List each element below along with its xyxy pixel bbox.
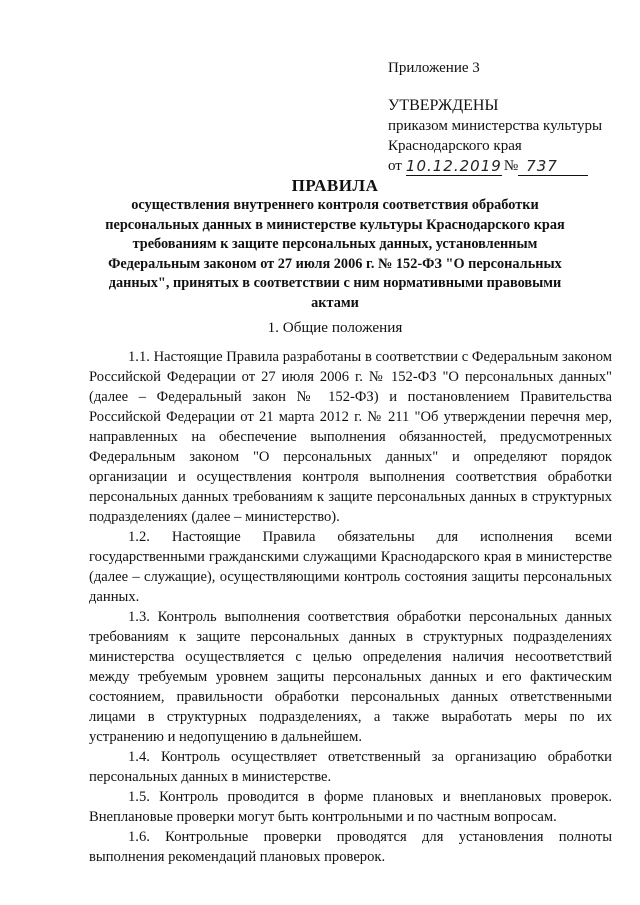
document-title-block [96, 176, 574, 313]
section-heading: 1. Общие положения [267, 319, 403, 336]
paragraph-1-2: 1.2. Настоящие Правила обязательны для исполнения всеми государственными гражданскими служащими Краснодарского края в министерстве (далее – служащие), осуществляющими контроль состояния защиты персональных данных. [89, 529, 612, 605]
order-line-2: Краснодарского края [388, 138, 522, 154]
document-body [89, 347, 612, 867]
handwritten-number: 737 [518, 157, 588, 176]
approved-label: УТВЕРЖДЕНЫ [388, 97, 499, 114]
approval-block [388, 58, 628, 176]
document-title: ПРАВИЛА [291, 176, 379, 195]
order-line-1: приказом министерства культуры [388, 118, 603, 134]
order-date-number-row [388, 156, 628, 176]
paragraph-1-5: 1.5. Контроль проводится в форме плановых и внеплановых проверок. Внеплановые проверки могут быть контрольными и по частным вопросам. [89, 789, 612, 825]
handwritten-date: 10.12.2019 [405, 157, 502, 175]
paragraph-1-3: 1.3. Контроль выполнения соответствия обработки персональных данных требованиям к защите персональных данных в структурных подразделениях министерства осуществляется с целью определения наличия несоответствий между требуемым уровнем защиты персональных данных и его фактическим состоянием, правильности обработки персональных данных ответственными лицами в структурных подразделениях, а также выработать меры по их устранению и недопущению в дальнейшем. [89, 609, 612, 745]
number-label: № [503, 158, 519, 174]
paragraph-1-6: 1.6. Контрольные проверки проводятся для установления полноты выполнения рекомендаций плановых проверок. [89, 829, 612, 865]
paragraph-1-1: 1.1. Настоящие Правила разработаны в соответствии с Федеральным законом Российской Федерации от 27 июля 2006 г. № 152-ФЗ "О персональных данных" (далее – Федеральный закон № 152-ФЗ) и постановлением Правительства Российской Федерации от 21 марта 2012 г. № 211 "Об утверждении перечня мер, направленных на обеспечение выполнения обязанностей, предусмотренных Федеральным законом "О персональных данных" и определяют порядок организации и осуществления контроля выполнения соответствия обработки персональных данных требованиям к защите персональных данных в структурных подразделениях (далее – министерство). [89, 349, 612, 525]
appendix-label: Приложение 3 [388, 60, 480, 76]
document-subtitle: осуществления внутреннего контроля соответствия обработки персональных данных в министерстве культуры Краснодарского края требованиям к защите персональных данных, установленным Федеральным законом от 27 июля 2006 г. № 152-ФЗ "О персональных данных", принятых в соответствии с ним нормативными правовыми актами [105, 197, 565, 311]
from-label: от [388, 158, 402, 174]
paragraph-1-4: 1.4. Контроль осуществляет ответственный за организацию обработки персональных данных в министерстве. [89, 749, 612, 785]
